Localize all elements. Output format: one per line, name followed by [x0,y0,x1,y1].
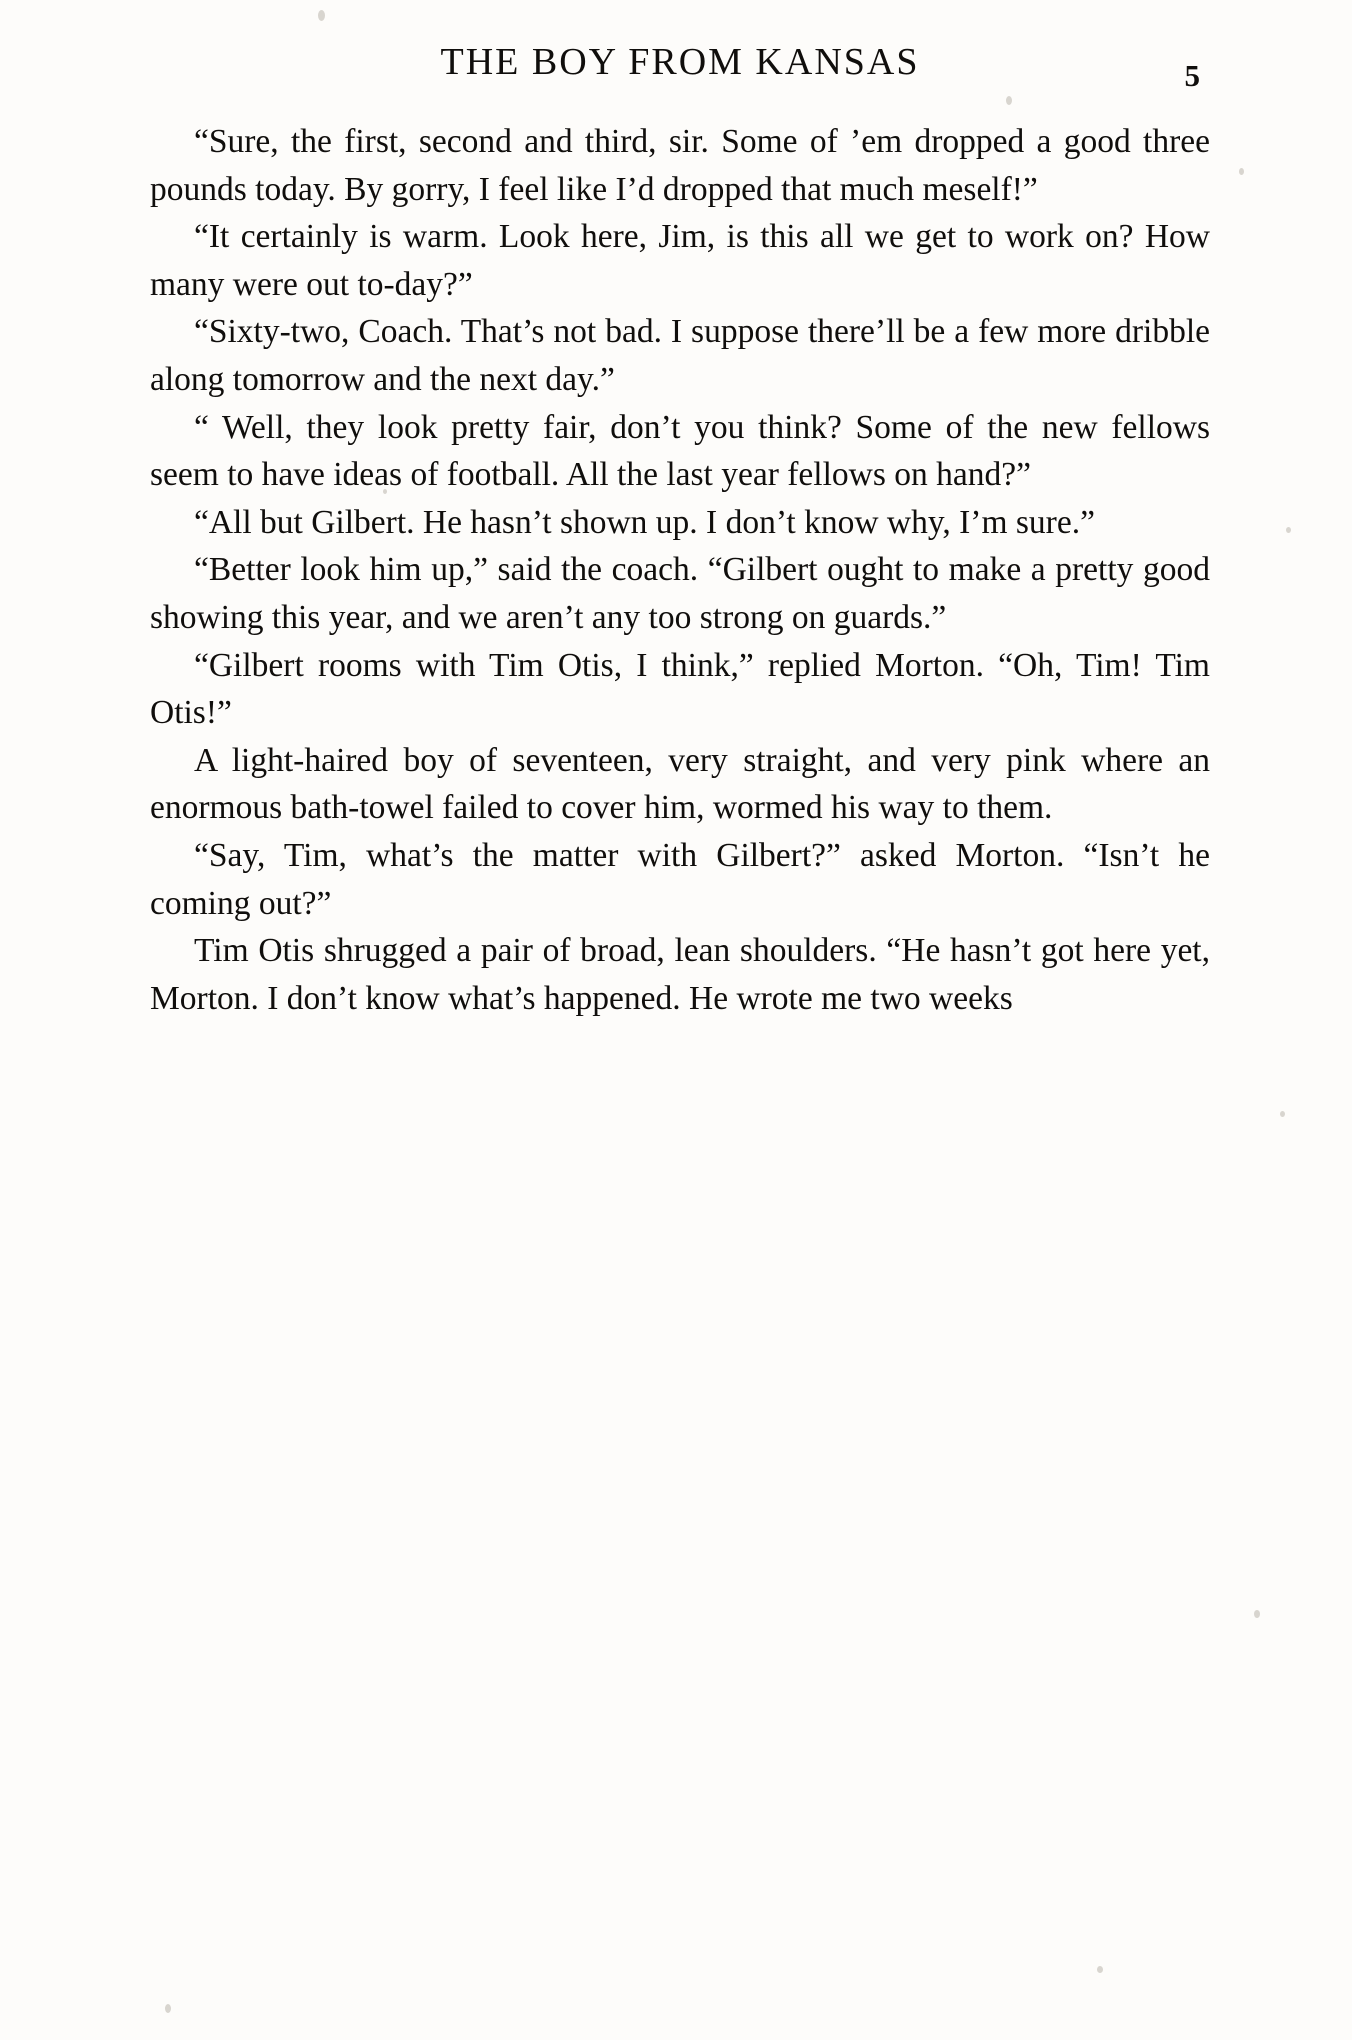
page-speck [1254,1610,1260,1618]
paragraph: “Better look him up,” said the coach. “Gilbert ought to make a pretty good showing this year, and we aren’t any too strong on guards.” [150,551,1210,636]
page-speck [1239,168,1244,175]
paragraph: A light-haired boy of seventeen, very straight, and very pink where an enormous bath-towel failed to cover him, wormed his way to them. [150,741,1210,827]
body-text [150,118,1210,1022]
paragraph: “Sixty-two, Coach. That’s not bad. I suppose there’ll be a few more dribble along tomorrow and the next day.” [150,313,1210,398]
page-speck [1280,1111,1285,1117]
paragraph: “It certainly is warm. Look here, Jim, is this all we get to work on? How many were out to-day?” [150,218,1210,303]
running-head [150,40,1210,100]
paragraph: Tim Otis shrugged a pair of broad, lean shoulders. “He hasn’t got here yet, Morton. I don’t know what’s happened. He wrote me two weeks [150,932,1210,1017]
page-speck [318,10,325,21]
paragraph: “All but Gilbert. He hasn’t shown up. I don’t know why, I’m sure.” [194,503,1095,541]
page-speck [1286,527,1291,533]
paragraph: “Sure, the first, second and third, sir. Some of ’em dropped a good three pounds today. By gorry, I feel like I’d dropped that much meself!” [150,123,1210,208]
page-number: 5 [1184,58,1200,93]
page-content [150,40,1210,1022]
page-title: THE BOY FROM KANSAS [440,41,920,83]
page-speck [165,2004,171,2013]
page-speck [1097,1966,1103,1973]
paragraph: “ Well, they look pretty fair, don’t you think? Some of the new fellows seem to have ideas of football. All the last year fellows on hand?” [150,408,1210,494]
paragraph: “Gilbert rooms with Tim Otis, I think,” replied Morton. “Oh, Tim! Tim Otis!” [150,646,1210,732]
paragraph: “Say, Tim, what’s the matter with Gilbert?” asked Morton. “Isn’t he coming out?” [150,836,1210,922]
